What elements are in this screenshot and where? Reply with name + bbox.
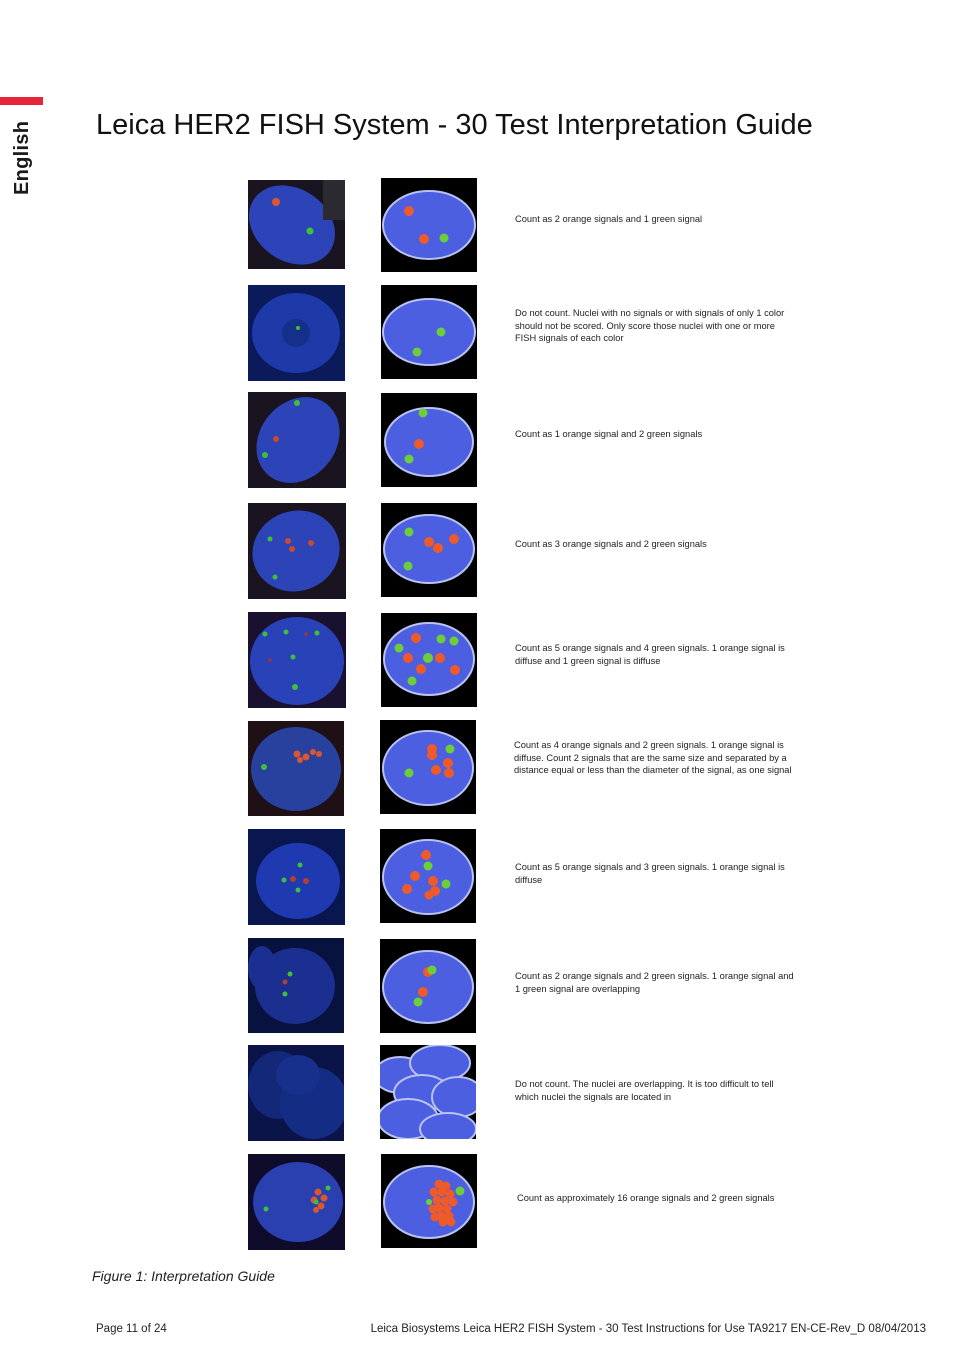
guide-row-8 [248, 938, 808, 1035]
page-number: Page 11 of 24 [96, 1323, 167, 1335]
fish-photo-6 [248, 721, 344, 817]
row-description: Count as 4 orange signals and 2 green signals. 1 orange signal is diffuse. Count 2 signals that are the same size and separated by a distance equal or less than the diameter of the signal, as one signal [514, 740, 792, 775]
row-description: Do not count. Nuclei with no signals or with signals of only 1 color should not be scored. Only score those nuclei with one or more FISH signals of each color [515, 308, 785, 343]
language-label: English [11, 120, 33, 195]
row-description: Count as 5 orange signals and 3 green signals. 1 orange signal is diffuse [515, 862, 785, 885]
row-description: Count as 2 orange signals and 2 green signals. 1 orange signal and 1 green signal are overlapping [515, 971, 794, 994]
diagram-3 [381, 393, 477, 487]
row-description: Count as 5 orange signals and 4 green signals. 1 orange signal is diffuse and 1 green signal is diffuse [515, 643, 785, 666]
diagram-9 [380, 1045, 476, 1139]
guide-row-9 [248, 1045, 808, 1142]
row-description: Count as 3 orange signals and 2 green signals [515, 539, 707, 549]
row-description: Do not count. The nuclei are overlapping. It is too difficult to tell which nuclei the signals are located in [515, 1079, 774, 1102]
fish-photo-5 [248, 612, 346, 708]
document-footer: Leica Biosystems Leica HER2 FISH System - 30 Test Instructions for Use TA9217 EN-CE-Rev_D 08/04/2013 [370, 1323, 926, 1335]
guide-row-7 [248, 829, 808, 926]
fish-photo-10 [248, 1154, 345, 1250]
diagram-6 [380, 720, 476, 814]
guide-row-5 [248, 612, 808, 709]
guide-row-2 [248, 285, 808, 382]
guide-row-6 [248, 720, 808, 817]
guide-row-4 [248, 503, 808, 600]
fish-photo-1 [248, 180, 345, 269]
fish-photo-4 [248, 503, 346, 599]
fish-photo-3 [248, 392, 346, 488]
row-description: Count as approximately 16 orange signals and 2 green signals [517, 1193, 775, 1203]
diagram-5 [381, 613, 477, 707]
row-description: Count as 2 orange signals and 1 green signal [515, 214, 703, 224]
page-title: Leica HER2 FISH System - 30 Test Interpretation Guide [96, 109, 813, 142]
diagram-7 [380, 829, 476, 923]
guide-row-1 [248, 178, 808, 274]
row-description: Count as 1 orange signal and 2 green signals [515, 429, 703, 439]
diagram-2 [381, 285, 477, 379]
language-tab-marker [0, 97, 43, 105]
fish-photo-2 [248, 285, 345, 381]
diagram-4 [381, 503, 477, 597]
diagram-1 [381, 178, 477, 272]
fish-photo-8 [248, 938, 344, 1034]
fish-photo-7 [248, 829, 345, 925]
diagram-8 [380, 939, 476, 1033]
diagram-10 [381, 1154, 477, 1248]
figure-caption: Figure 1: Interpretation Guide [92, 1268, 275, 1284]
guide-row-10 [248, 1154, 808, 1251]
guide-row-3 [248, 392, 808, 489]
fish-photo-9 [248, 1045, 344, 1141]
